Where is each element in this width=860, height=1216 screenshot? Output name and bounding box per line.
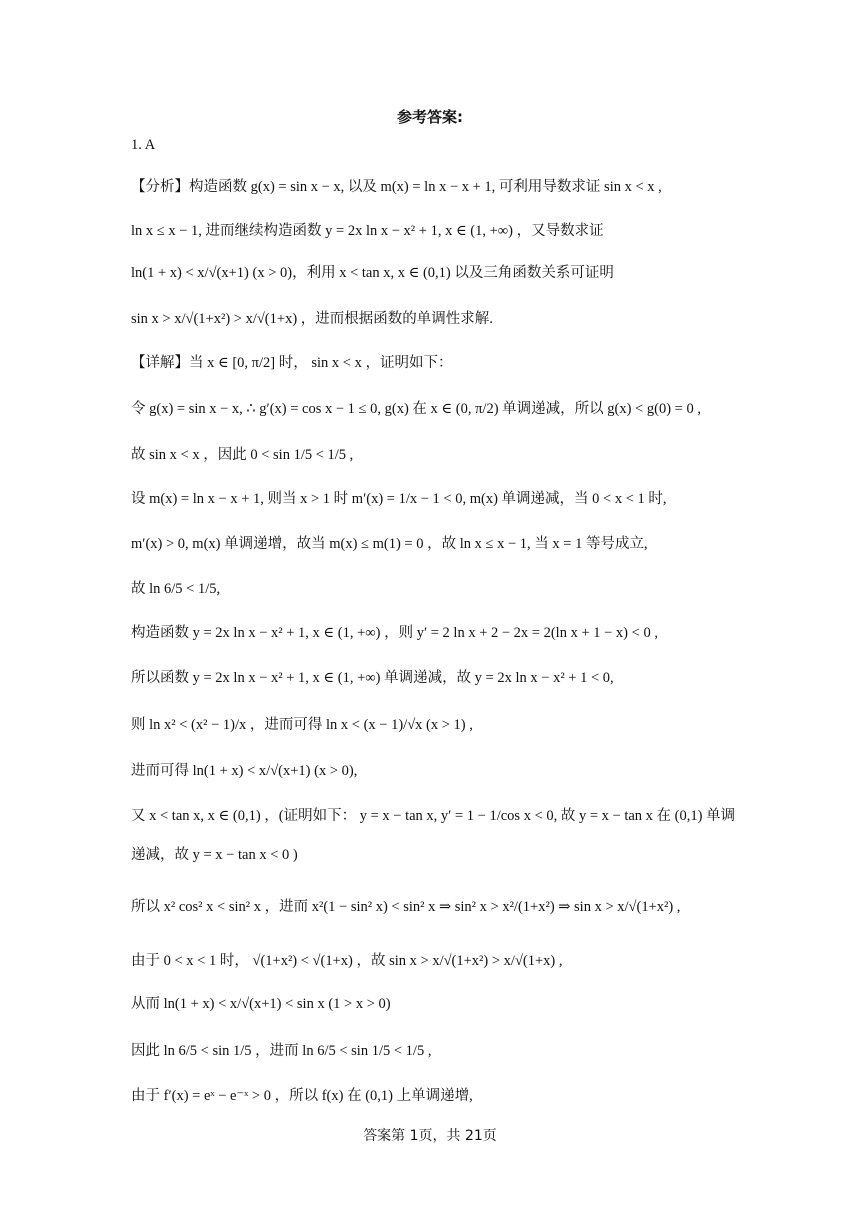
detail-line-10: 进而可得 ln(1 + x) < x/√(x+1) (x > 0), (131, 763, 358, 779)
detail-line-4: 设 m(x) = ln x − x + 1, 则当 x > 1 时 m′(x) = 1/x − 1 < 0, m(x) 单调递减，当 0 < x < 1 时, (131, 491, 667, 507)
answer-title: 参考答案: (397, 108, 463, 126)
detail-line-2: 令 g(x) = sin x − x, ∴ g′(x) = cos x − 1 ≤ 0, g(x) 在 x ∈ (0, π/2) 单调递减，所以 g(x) < g(0) = 0 , (131, 401, 701, 417)
detail-line-14: 由于 0 < x < 1 时， √(1+x²) < √(1+x) ，故 sin x > x/√(1+x²) > x/√(1+x) , (131, 953, 563, 969)
detail-line-3: 故 sin x < x ，因此 0 < sin 1/5 < 1/5 , (131, 447, 354, 463)
analysis-line-1: 【分析】构造函数 g(x) = sin x − x, 以及 m(x) = ln x − x + 1, 可利用导数求证 sin x < x , (131, 179, 662, 195)
detail-line-7: 构造函数 y = 2x ln x − x² + 1, x ∈ (1, +∞) ，则 y′ = 2 ln x + 2 − 2x = 2(ln x + 1 − x) < 0 , (131, 625, 658, 641)
detail-line-5: m′(x) > 0, m(x) 单调递增，故当 m(x) ≤ m(1) = 0 ，故 ln x ≤ x − 1, 当 x = 1 等号成立, (131, 536, 648, 552)
page-footer: 答案第 1页，共 21页 (363, 1128, 497, 1144)
detail-line-12: 递减，故 y = x − tan x < 0 ) (131, 847, 298, 863)
analysis-line-2: ln x ≤ x − 1, 进而继续构造函数 y = 2x ln x − x² + 1, x ∈ (1, +∞) ，又导数求证 (131, 223, 604, 239)
analysis-line-3: ln(1 + x) < x/√(x+1) (x > 0)，利用 x < tan x, x ∈ (0,1) 以及三角函数关系可证明 (131, 265, 614, 281)
detail-line-1: 【详解】当 x ∈ [0, π/2] 时， sin x < x ，证明如下： (131, 355, 453, 371)
detail-line-11: 又 x < tan x, x ∈ (0,1) ，(证明如下： y = x − tan x, y′ = 1 − 1/cos x < 0, 故 y = x − tan x 在 (0,1) 单调 (131, 808, 736, 824)
detail-line-8: 所以函数 y = 2x ln x − x² + 1, x ∈ (1, +∞) 单调递减，故 y = 2x ln x − x² + 1 < 0, (131, 670, 614, 686)
detail-line-13: 所以 x² cos² x < sin² x ，进而 x²(1 − sin² x) < sin² x ⇒ sin² x > x²/(1+x²) ⇒ sin x > x/√(1+x²) , (131, 899, 681, 915)
detail-line-17: 由于 f′(x) = eˣ − e⁻ˣ > 0 ，所以 f(x) 在 (0,1) 上单调递增, (131, 1088, 473, 1104)
answer-number: 1. A (131, 137, 156, 153)
detail-line-15: 从而 ln(1 + x) < x/√(x+1) < sin x (1 > x > 0) (131, 996, 391, 1012)
detail-line-9: 则 ln x² < (x² − 1)/x ，进而可得 ln x < (x − 1)/√x (x > 1) , (131, 717, 473, 733)
detail-line-16: 因此 ln 6/5 < sin 1/5 ，进而 ln 6/5 < sin 1/5 < 1/5 , (131, 1043, 432, 1059)
detail-line-6: 故 ln 6/5 < 1/5, (131, 581, 221, 597)
analysis-line-4: sin x > x/√(1+x²) > x/√(1+x) ，进而根据函数的单调性求解. (131, 311, 493, 327)
